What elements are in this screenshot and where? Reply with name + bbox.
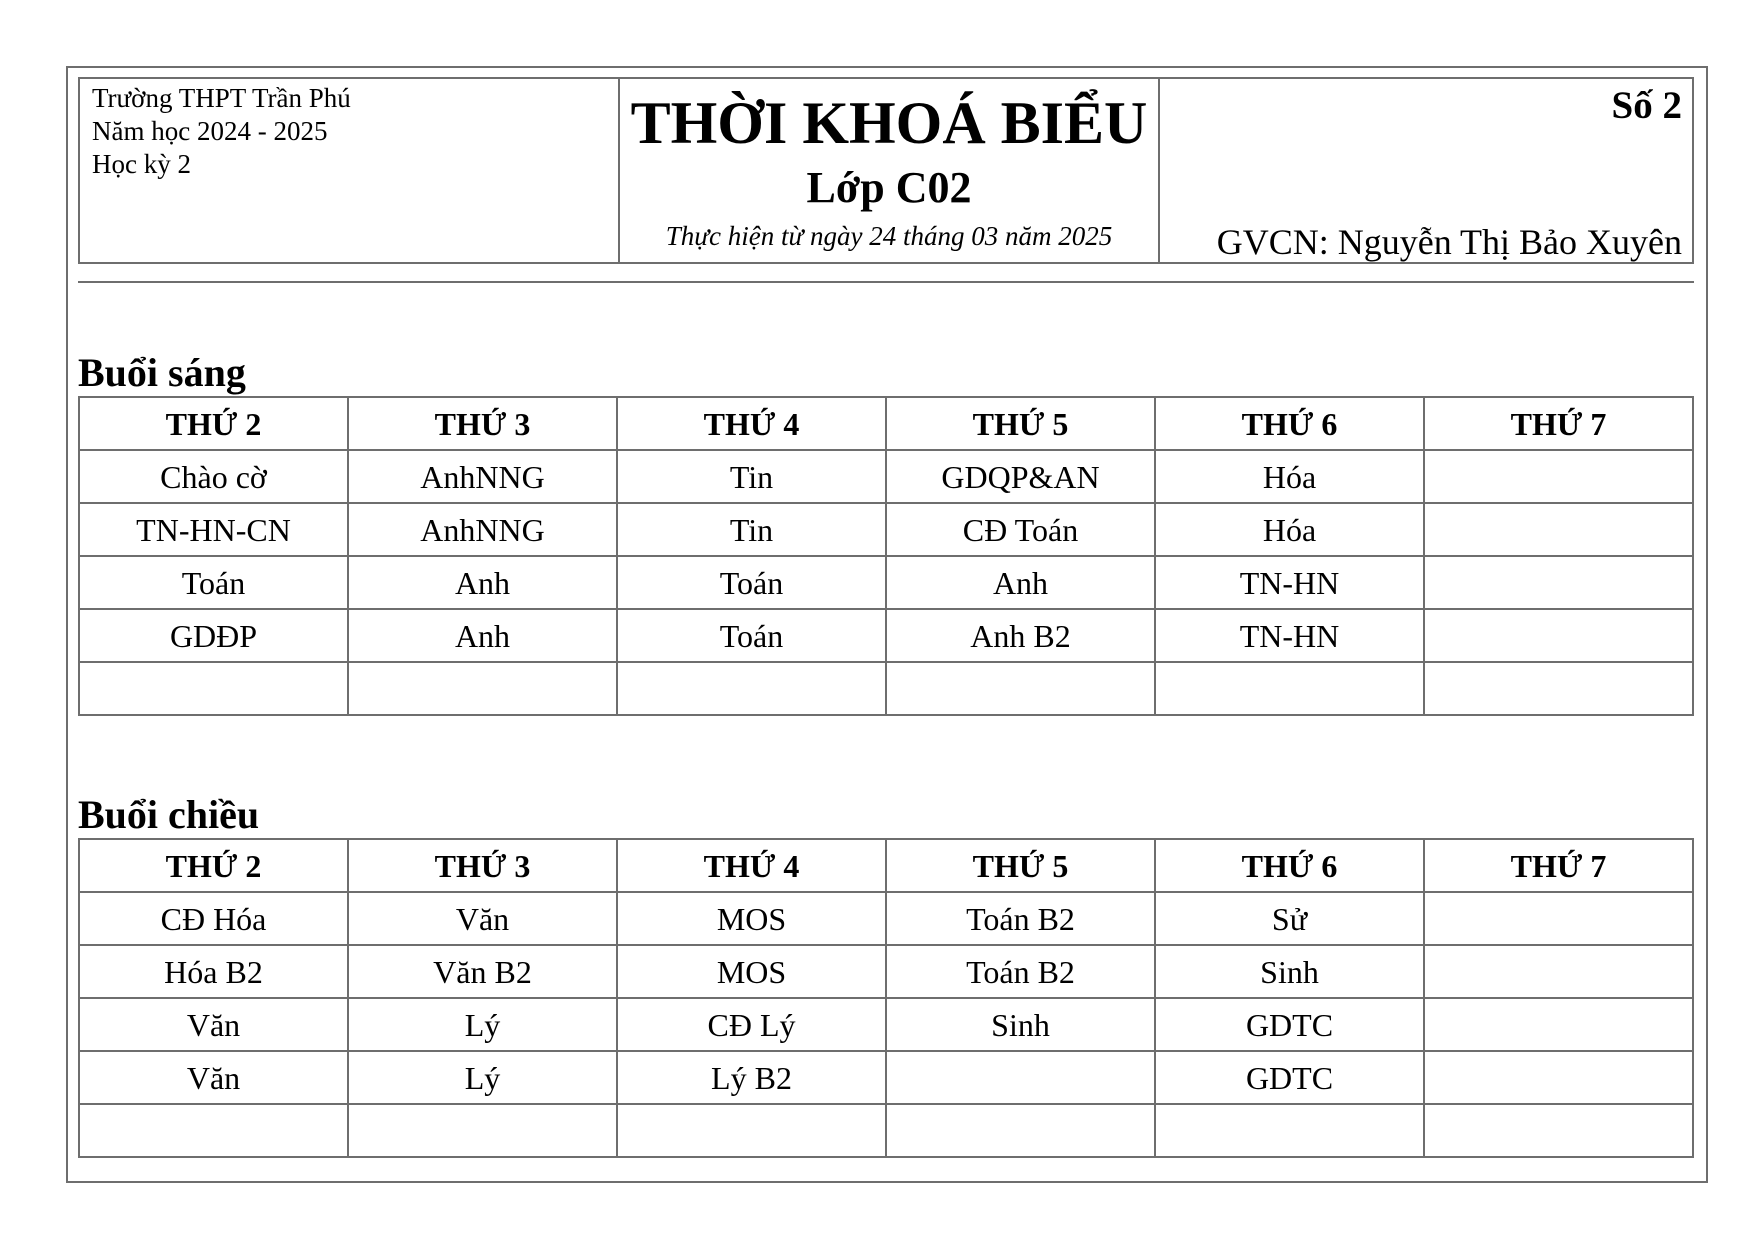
subject-cell: GDTC [1155, 1051, 1424, 1104]
subject-cell: Sử [1155, 892, 1424, 945]
subject-cell: Chào cờ [79, 450, 348, 503]
day-header-row [79, 839, 1693, 892]
subject-cell: Sinh [886, 998, 1155, 1051]
day-header: THỨ 4 [617, 397, 886, 450]
table-row [79, 1104, 1693, 1157]
day-header: THỨ 5 [886, 839, 1155, 892]
subject-cell: CĐ Hóa [79, 892, 348, 945]
subject-cell: Lý B2 [617, 1051, 886, 1104]
subject-cell: MOS [617, 945, 886, 998]
subject-cell: Toán [79, 556, 348, 609]
afternoon-table [78, 838, 1694, 1158]
afternoon-title: Buổi chiều [78, 792, 260, 837]
table-row [79, 892, 1693, 945]
subject-cell: Toán [617, 556, 886, 609]
school-year: Năm học 2024 - 2025 [92, 116, 328, 146]
subject-cell [1424, 450, 1693, 503]
table-row [79, 998, 1693, 1051]
subject-cell: Anh B2 [886, 609, 1155, 662]
subject-cell: TN-HN-CN [79, 503, 348, 556]
day-header: THỨ 3 [348, 397, 617, 450]
subject-cell: GDQP&AN [886, 450, 1155, 503]
subject-cell [1424, 945, 1693, 998]
subject-cell [348, 662, 617, 715]
effective-date: Thực hiện từ ngày 24 tháng 03 năm 2025 [665, 221, 1113, 251]
table-row [79, 662, 1693, 715]
subject-cell [1424, 609, 1693, 662]
subject-cell [1424, 1051, 1693, 1104]
day-header: THỨ 2 [79, 839, 348, 892]
divider [78, 281, 1694, 283]
school-name: Trường THPT Trần Phú [92, 83, 351, 113]
morning-title: Buổi sáng [78, 350, 246, 395]
subject-cell: CĐ Lý [617, 998, 886, 1051]
subject-cell [79, 662, 348, 715]
day-header: THỨ 6 [1155, 839, 1424, 892]
subject-cell [1424, 556, 1693, 609]
subject-cell: Tin [617, 503, 886, 556]
day-header: THỨ 7 [1424, 397, 1693, 450]
day-header: THỨ 2 [79, 397, 348, 450]
day-header: THỨ 4 [617, 839, 886, 892]
table-row [79, 450, 1693, 503]
day-header: THỨ 3 [348, 839, 617, 892]
subject-cell: Anh [886, 556, 1155, 609]
subject-cell: CĐ Toán [886, 503, 1155, 556]
subject-cell: Tin [617, 450, 886, 503]
day-header-row [79, 397, 1693, 450]
subject-cell: Lý [348, 1051, 617, 1104]
day-header: THỨ 7 [1424, 839, 1693, 892]
subject-cell: Lý [348, 998, 617, 1051]
subject-cell [1424, 998, 1693, 1051]
title-block [620, 79, 1160, 262]
subject-cell: Anh [348, 556, 617, 609]
school-info [80, 79, 620, 262]
subject-cell: Văn B2 [348, 945, 617, 998]
subject-cell [79, 1104, 348, 1157]
subject-cell [617, 1104, 886, 1157]
semester: Học kỳ 2 [92, 149, 191, 179]
subject-cell: Toán [617, 609, 886, 662]
subject-cell: GDĐP [79, 609, 348, 662]
table-row [79, 503, 1693, 556]
subject-cell: AnhNNG [348, 450, 617, 503]
morning-table [78, 396, 1694, 716]
subject-cell: Anh [348, 609, 617, 662]
subject-cell: Hóa B2 [79, 945, 348, 998]
table-row [79, 556, 1693, 609]
subject-cell [1155, 662, 1424, 715]
day-header: THỨ 6 [1155, 397, 1424, 450]
subject-cell: AnhNNG [348, 503, 617, 556]
subject-cell: Sinh [1155, 945, 1424, 998]
page-title: THỜI KHOÁ BIỂU [630, 90, 1148, 156]
subject-cell: TN-HN [1155, 609, 1424, 662]
header-box [78, 77, 1694, 264]
table-row [79, 945, 1693, 998]
subject-cell [1424, 503, 1693, 556]
subject-cell: Toán B2 [886, 892, 1155, 945]
day-header: THỨ 5 [886, 397, 1155, 450]
subject-cell: MOS [617, 892, 886, 945]
subject-cell [617, 662, 886, 715]
right-info [1160, 79, 1692, 262]
subject-cell: TN-HN [1155, 556, 1424, 609]
subject-cell [348, 1104, 617, 1157]
document-number: Số 2 [1611, 84, 1682, 127]
subject-cell [886, 662, 1155, 715]
subject-cell: Văn [79, 1051, 348, 1104]
subject-cell [1424, 1104, 1693, 1157]
subject-cell: Toán B2 [886, 945, 1155, 998]
subject-cell: Hóa [1155, 503, 1424, 556]
subject-cell: Văn [348, 892, 617, 945]
class-label: Lớp C02 [806, 163, 972, 212]
subject-cell: Hóa [1155, 450, 1424, 503]
subject-cell [886, 1051, 1155, 1104]
subject-cell: GDTC [1155, 998, 1424, 1051]
subject-cell: Văn [79, 998, 348, 1051]
subject-cell [1424, 662, 1693, 715]
subject-cell [886, 1104, 1155, 1157]
table-row [79, 609, 1693, 662]
subject-cell [1424, 892, 1693, 945]
subject-cell [1155, 1104, 1424, 1157]
table-row [79, 1051, 1693, 1104]
homeroom-teacher: GVCN: Nguyễn Thị Bảo Xuyên [1216, 222, 1682, 262]
